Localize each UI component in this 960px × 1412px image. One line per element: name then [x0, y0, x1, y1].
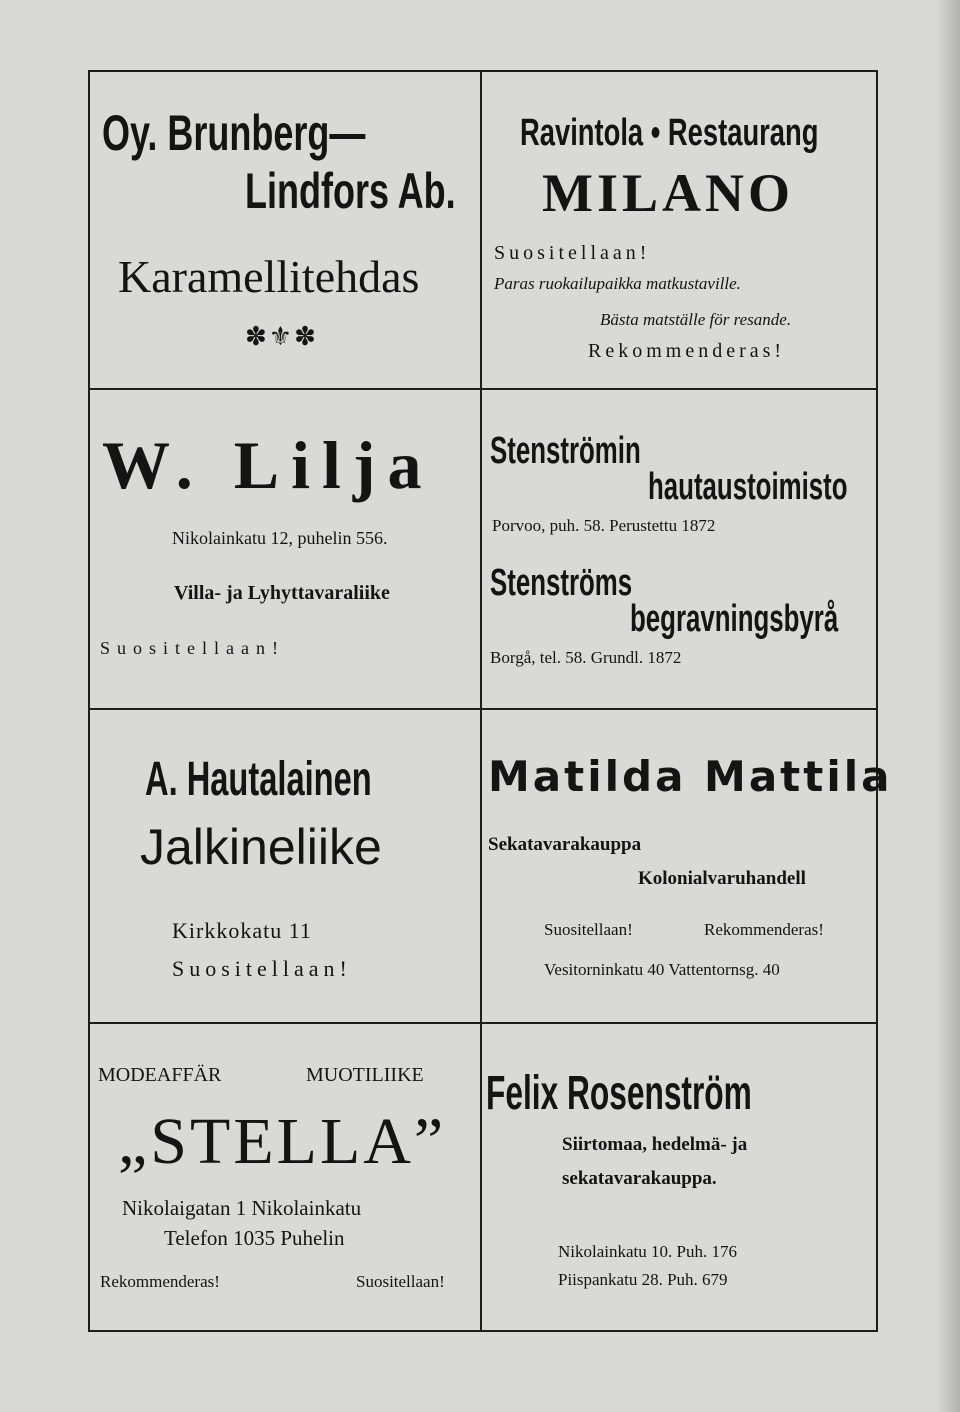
milano-description-fi: Paras ruokailupaikka matkustaville. — [494, 274, 741, 293]
stenstrom-info-sv: Borgå, tel. 58. Grundl. 1872 — [490, 648, 682, 667]
lilja-business: Villa- ja Lyhyttavaraliike — [174, 582, 390, 604]
brunberg-tagline: Karamellitehdas — [118, 251, 420, 302]
stella-recommend-fi: Suositellaan! — [356, 1272, 445, 1291]
fleur-de-lis-ornament-icon: ✽⚜✽ — [245, 322, 318, 352]
lilja-name: W. Lilja — [102, 427, 434, 503]
rosenstrom-business-line1: Siirtomaa, hedelmä- ja — [562, 1134, 748, 1155]
grid-line-row2 — [88, 708, 878, 710]
brunberg-line1: Oy. Brunberg— — [102, 105, 366, 161]
stenstrom-type-sv: begravningsbyrå — [630, 598, 839, 640]
grid-line-row1 — [88, 388, 878, 390]
grid-line-row3 — [88, 1022, 878, 1024]
grid-line-right — [876, 70, 878, 1332]
mattila-business-sv: Kolonialvaruhandell — [638, 868, 806, 889]
hautalainen-name: A. Hautalainen — [145, 753, 372, 806]
stella-address: Nikolaigatan 1 Nikolainkatu — [122, 1196, 362, 1220]
milano-header: Ravintola • Restaurang — [520, 112, 819, 154]
milano-description-sv: Bästa matställe för resande. — [600, 310, 792, 329]
rosenstrom-name: Felix Rosenström — [486, 1067, 752, 1120]
stella-label-sv: MODEAFFÄR — [98, 1064, 222, 1086]
hautalainen-business: Jalkineliike — [140, 819, 382, 875]
mattila-recommend-fi: Suositellaan! — [544, 920, 633, 939]
rosenstrom-address2: Piispankatu 28. Puh. 679 — [558, 1270, 728, 1289]
lilja-address: Nikolainkatu 12, puhelin 556. — [172, 528, 388, 548]
brunberg-line2: Lindfors Ab. — [245, 163, 456, 219]
stenstrom-info-fi: Porvoo, puh. 58. Perustettu 1872 — [492, 516, 716, 535]
milano-name: MILANO — [542, 163, 794, 223]
grid-line-bottom — [88, 1330, 878, 1332]
grid-line-left — [88, 70, 90, 1332]
grid-line-middle — [480, 70, 482, 1332]
grid-line-top — [88, 70, 878, 72]
mattila-name: Matilda Mattila — [488, 752, 893, 801]
stella-phone: Telefon 1035 Puhelin — [164, 1226, 345, 1250]
milano-recommend-fi: Suositellaan! — [494, 242, 651, 264]
stenstrom-name-sv: Stenströms — [490, 562, 633, 604]
stella-label-fi: MUOTILIIKE — [306, 1064, 424, 1086]
milano-recommend-sv: Rekommenderas! — [588, 340, 786, 362]
mattila-address: Vesitorninkatu 40 Vattentornsg. 40 — [544, 960, 780, 979]
rosenstrom-address1: Nikolainkatu 10. Puh. 176 — [558, 1242, 737, 1261]
hautalainen-address: Kirkkokatu 11 — [172, 918, 312, 943]
rosenstrom-business-line2: sekatavarakauppa. — [562, 1168, 717, 1189]
stenstrom-name-fi: Stenströmin — [490, 430, 641, 472]
page-edge-shadow — [936, 0, 960, 1412]
lilja-recommend: Suositellaan! — [100, 638, 285, 658]
stella-name: „STELLA” — [118, 1105, 447, 1178]
hautalainen-recommend: Suositellaan! — [172, 956, 352, 981]
mattila-recommend-sv: Rekommenderas! — [704, 920, 824, 939]
stenstrom-type-fi: hautaustoimisto — [648, 466, 848, 508]
mattila-business-fi: Sekatavarakauppa — [488, 834, 642, 855]
stella-recommend-sv: Rekommenderas! — [100, 1272, 220, 1291]
